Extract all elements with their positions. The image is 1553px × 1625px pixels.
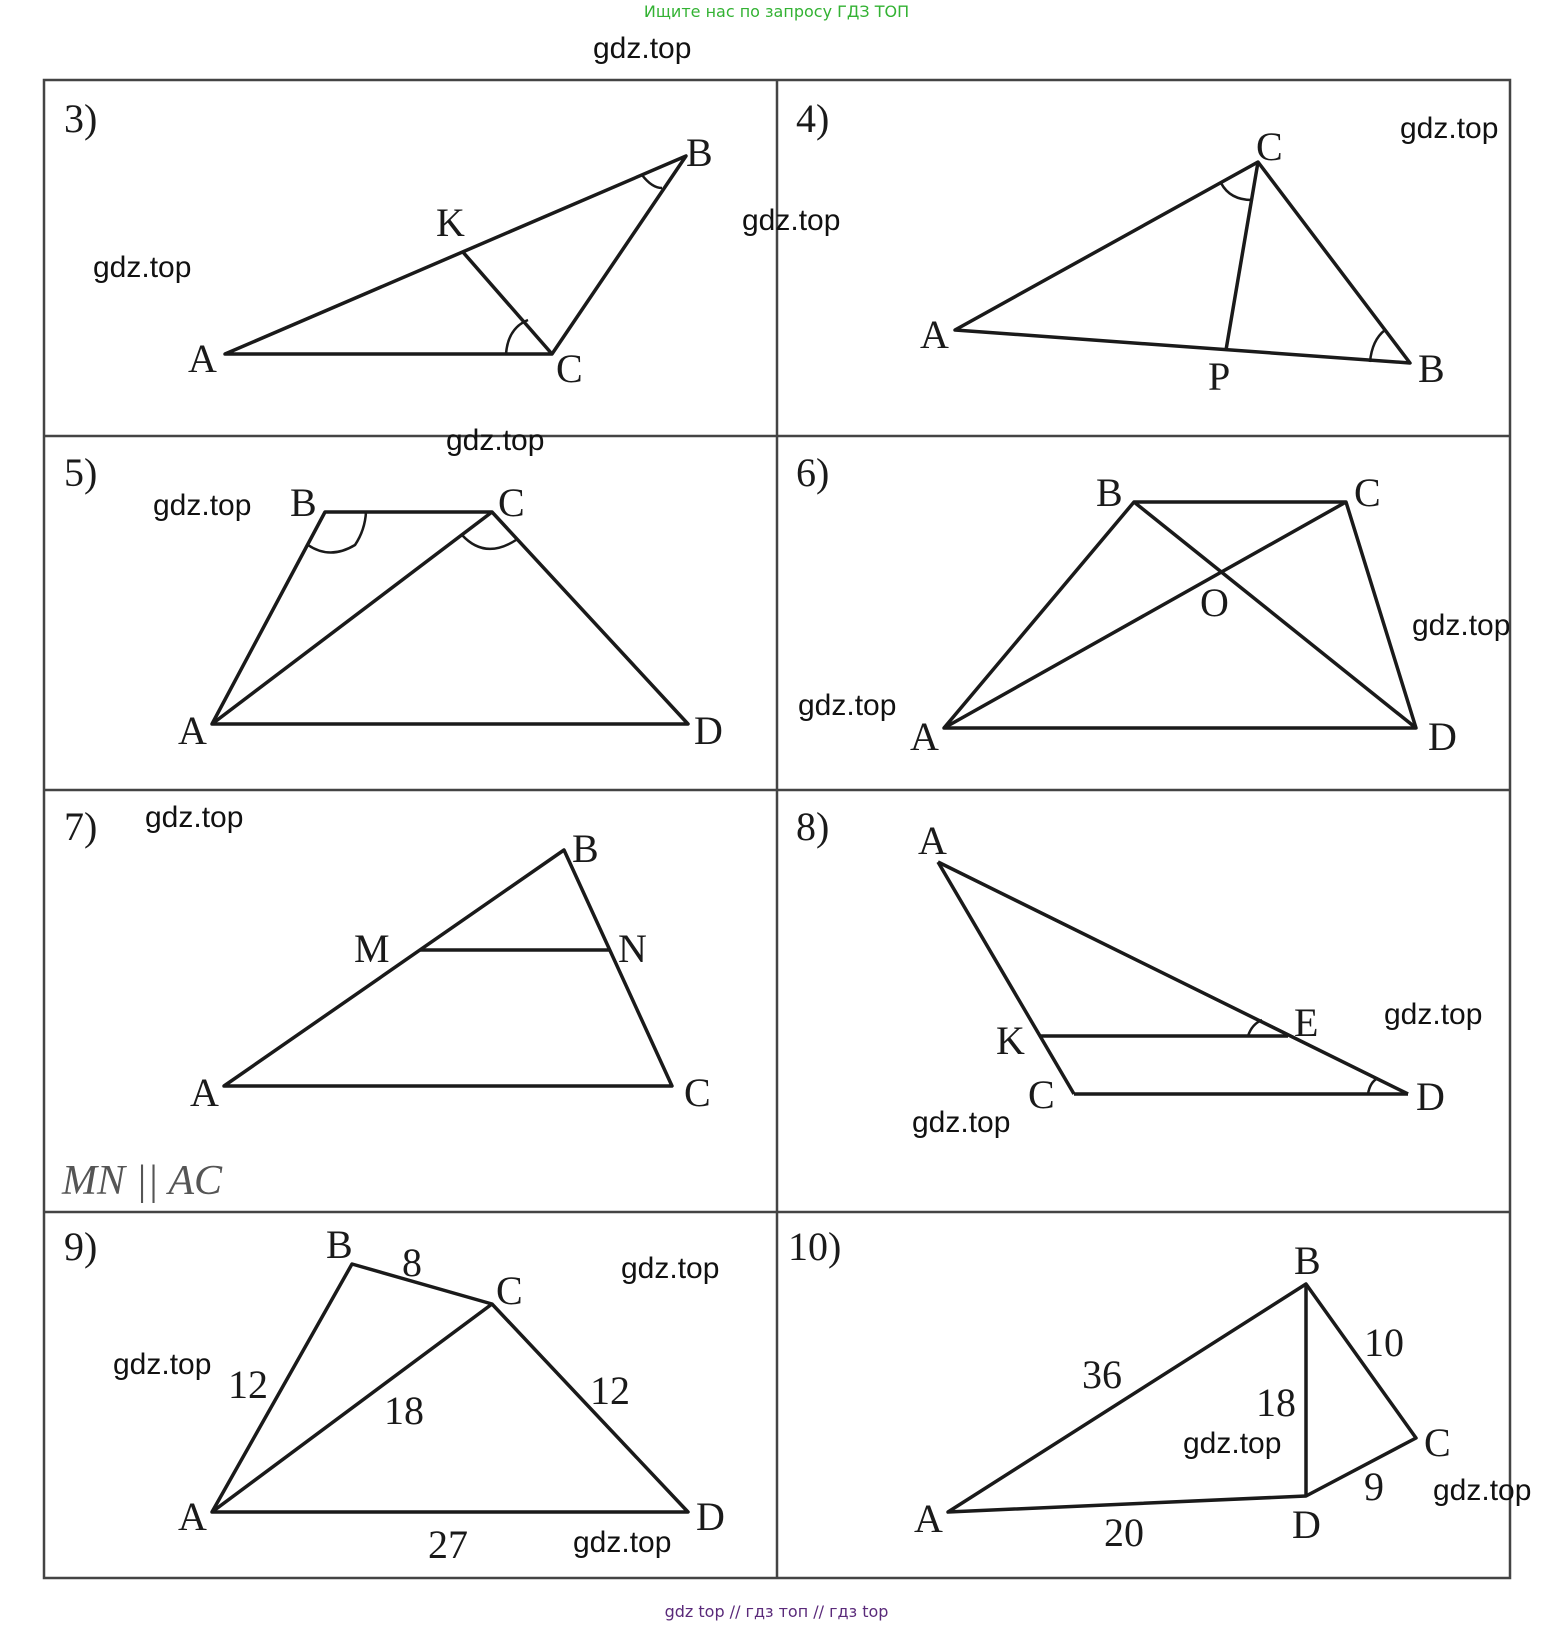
figure-10 (788, 1224, 1451, 1555)
label-b: B (1294, 1238, 1321, 1283)
grid-frame (44, 80, 1510, 1578)
label-c: C (496, 1268, 523, 1313)
label-o: O (1200, 580, 1229, 625)
figure-8 (796, 804, 1445, 1119)
watermark: gdz.top (742, 204, 841, 237)
angle-b-arc (1370, 330, 1385, 362)
problem-number-3: 3) (64, 96, 98, 141)
length-ad: 20 (1104, 1510, 1144, 1555)
quadrilateral-abcd (948, 1284, 1416, 1512)
watermark: gdz.top (93, 251, 192, 284)
label-b: B (1418, 346, 1445, 391)
watermark: gdz.top (912, 1106, 1011, 1139)
problem-number-6: 6) (796, 450, 830, 495)
diagonal-ac (212, 1304, 492, 1512)
watermark: gdz.top (1384, 998, 1483, 1031)
triangle-abc (225, 156, 686, 354)
figure-3 (64, 96, 713, 391)
problem-number-9: 9) (64, 1224, 98, 1269)
label-b: B (326, 1222, 353, 1267)
watermark: gdz.top (1400, 112, 1499, 145)
watermark: gdz.top (1412, 609, 1511, 642)
length-ad: 27 (428, 1522, 468, 1567)
label-k: K (436, 200, 465, 245)
diagonal-ac (944, 502, 1346, 728)
label-c: C (684, 1070, 711, 1115)
angle-c-arc (1221, 183, 1252, 200)
label-a: A (920, 312, 949, 357)
angle-b-arc (308, 512, 366, 553)
label-a: A (178, 708, 207, 753)
label-b: B (1096, 470, 1123, 515)
problem-number-10: 10) (788, 1224, 842, 1269)
watermark: gdz.top (446, 424, 545, 457)
parallel-note: MN || AC (62, 1158, 223, 1204)
label-d: D (696, 1494, 725, 1539)
triangle-abc (955, 162, 1410, 363)
angle-b-arc (642, 175, 662, 188)
label-a: A (918, 818, 947, 863)
label-d: D (1416, 1074, 1445, 1119)
diagonal-ac (212, 512, 492, 724)
problem-number-8: 8) (796, 804, 830, 849)
label-d: D (1428, 714, 1457, 759)
figure-4 (796, 96, 1445, 399)
length-dc: 9 (1364, 1464, 1384, 1509)
segment-kc (462, 251, 552, 354)
top-banner[interactable]: Ищите нас по запросу ГДЗ ТОП (643, 2, 910, 21)
problem-number-5: 5) (64, 450, 98, 495)
label-a: A (188, 336, 217, 381)
label-p: P (1208, 354, 1231, 399)
length-bc: 8 (402, 1240, 422, 1285)
label-k: K (996, 1018, 1025, 1063)
label-a: A (914, 1496, 943, 1541)
label-b: B (572, 826, 599, 871)
label-a: A (910, 714, 939, 759)
figure-7 (61, 804, 711, 1204)
length-bd: 18 (1256, 1380, 1296, 1425)
angle-c-arc (462, 535, 516, 549)
watermark: gdz.top (153, 489, 252, 522)
label-c: C (498, 480, 525, 525)
trapezoid-abcd (944, 502, 1416, 728)
label-c: C (1424, 1420, 1451, 1465)
label-e: E (1294, 1000, 1319, 1045)
watermark: gdz.top (145, 801, 244, 834)
length-ab: 36 (1082, 1352, 1122, 1397)
length-ab: 12 (228, 1362, 268, 1407)
segment-cp (1226, 162, 1258, 350)
watermark: gdz.top (1433, 1474, 1532, 1507)
footer-links[interactable]: gdz top // гдз топ // гдз top (664, 1602, 889, 1621)
watermark: gdz.top (621, 1252, 720, 1285)
triangle-abc (224, 850, 672, 1086)
label-c: C (1028, 1072, 1055, 1117)
label-d: D (1292, 1502, 1321, 1547)
problem-number-4: 4) (796, 96, 830, 141)
length-cd: 12 (590, 1368, 630, 1413)
length-ac: 18 (384, 1388, 424, 1433)
label-a: A (190, 1070, 219, 1115)
label-c: C (556, 346, 583, 391)
label-m: M (354, 926, 390, 971)
watermark: gdz.top (573, 1526, 672, 1559)
label-b: B (686, 130, 713, 175)
label-c: C (1256, 124, 1283, 169)
label-c: C (1354, 470, 1381, 515)
problem-number-7: 7) (64, 804, 98, 849)
length-bc: 10 (1364, 1320, 1404, 1365)
watermark: gdz.top (113, 1348, 212, 1381)
label-d: D (694, 708, 723, 753)
label-n: N (618, 926, 647, 971)
label-a: A (178, 1494, 207, 1539)
watermark: gdz.top (593, 32, 692, 65)
watermark: gdz.top (798, 689, 897, 722)
watermark: gdz.top (1183, 1427, 1282, 1460)
label-b: B (290, 480, 317, 525)
diagonal-bd (1134, 502, 1416, 728)
